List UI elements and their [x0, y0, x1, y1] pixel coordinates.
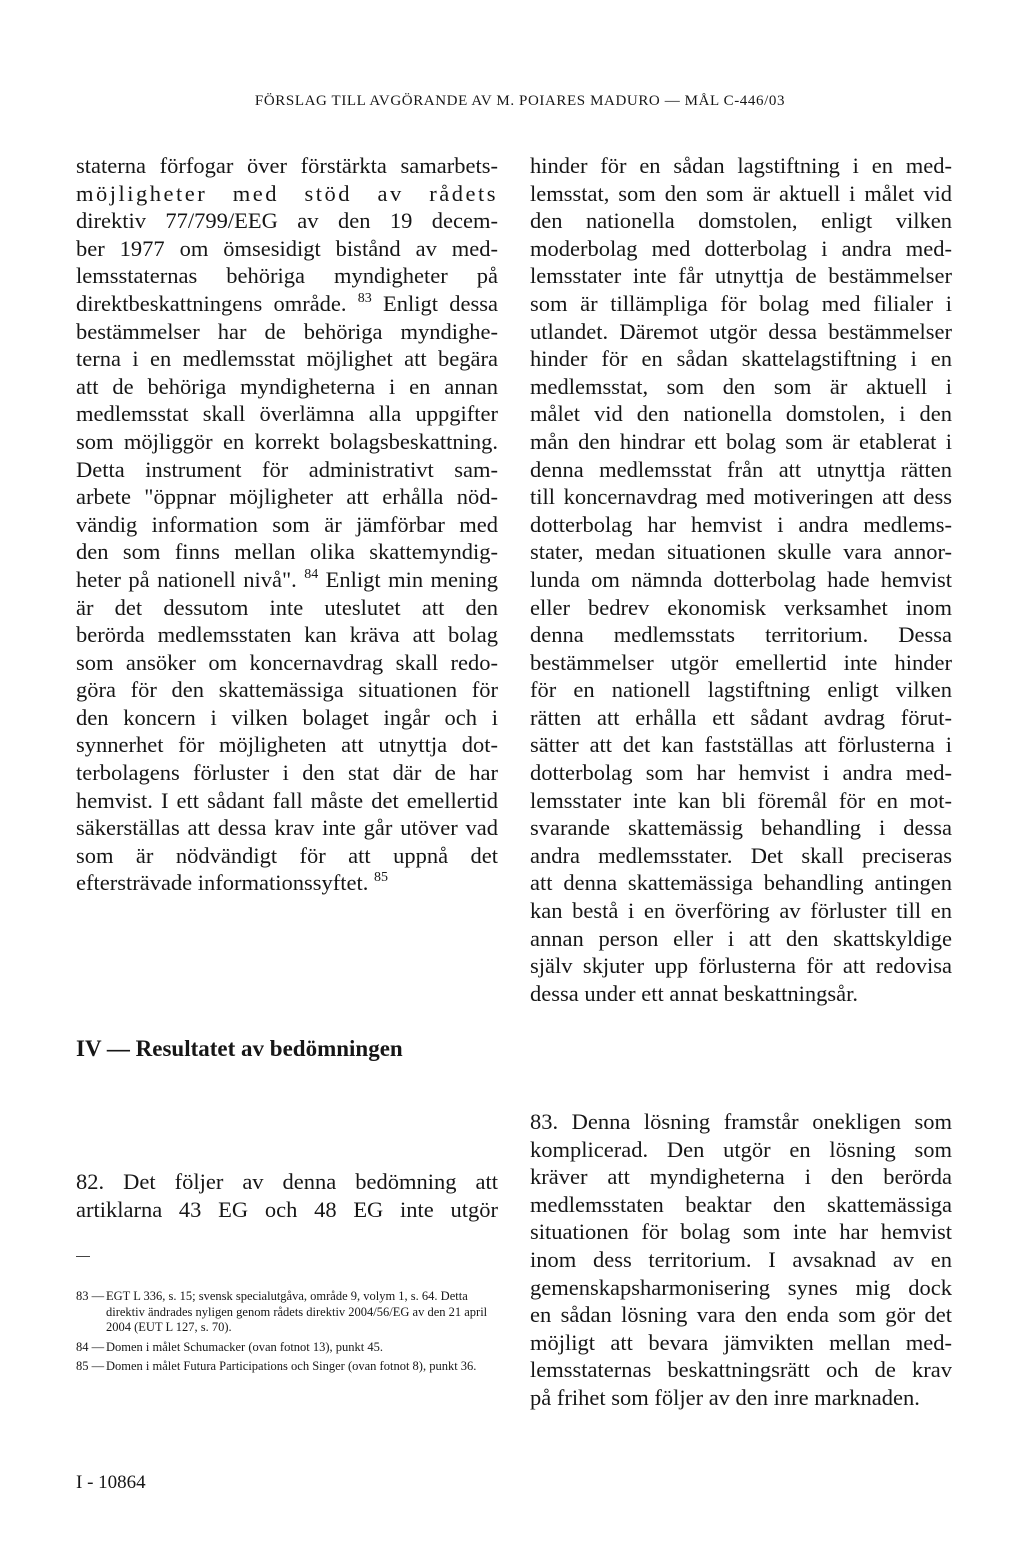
text-line: möjligt att bevara jämvikten mellan med-: [530, 1329, 952, 1355]
running-header: FÖRSLAG TILL AVGÖRANDE AV M. POIARES MADURO — MÅL C-446/03: [254, 93, 786, 109]
text-line: denna medlemsstats territorium. Dessa: [530, 622, 952, 648]
text-fragment: heter på nationell nivå".: [76, 566, 297, 592]
paragraph-83: [530, 1108, 952, 1412]
footnote-83: [76, 1289, 498, 1336]
text-line: för en nationell lagstiftning enligt vilken: [530, 677, 952, 703]
footnote-ref-83[interactable]: 83: [357, 290, 372, 306]
text-line: artiklarna 43 EG och 48 EG inte utgör: [76, 1196, 498, 1222]
text-line: stater, medan situationen skulle vara annor-: [530, 539, 952, 565]
text-line: den nationella domstolen, enligt vilken: [530, 208, 952, 234]
text-fragment: Enligt min mening: [325, 566, 499, 592]
footnote-number: 85 —: [76, 1359, 105, 1373]
text-line: sätter att det kan fastställas att förlusterna i: [530, 732, 952, 758]
text-line: lemsstater inte kan bli föremål för en mot-: [530, 787, 952, 813]
text-line: andra medlemsstater. Det skall preciseras: [530, 842, 952, 868]
text-line: utlandet. Däremot utgör dessa bestämmelser: [530, 318, 952, 344]
text-line: själv skjuter upp förlusterna för att redovisa: [530, 953, 952, 979]
text-line: är det dessutom inte uteslutet att den: [76, 594, 498, 620]
text-line: att de behöriga myndigheterna i en annan: [76, 373, 498, 399]
footnote-number: 83 —: [76, 1289, 105, 1303]
text-line: säkerställas att dessa krav inte går utöver vad: [76, 815, 498, 841]
text-line: berörda medlemsstaten kan kräva att bolag: [76, 622, 498, 648]
text-line: dotterbolag har hemvist i andra medlems-: [530, 511, 952, 537]
text-line: lemsstaternas behöriga myndigheter på: [76, 263, 498, 289]
text-line: 83. Denna lösning framstår onekligen som: [530, 1109, 952, 1134]
text-line: ber 1977 om ömsesidigt bistånd av med-: [76, 235, 498, 261]
text-fragment: Enligt dessa: [383, 290, 499, 316]
text-line: som möjliggör en korrekt bolagsbeskattning.: [76, 428, 498, 454]
text-line: arbete "öppnar möjligheter att erhålla nöd-: [76, 484, 498, 510]
text-line: bestämmelser har de behöriga myndighe-: [76, 318, 498, 344]
text-line: hinder för en sådan skattelagstiftning i en: [530, 346, 952, 372]
text-line: [76, 290, 498, 318]
footnote-text: Domen i målet Futura Participations och Singer (ovan fotnot 8), punkt 36.: [106, 1359, 477, 1373]
right-column-text: [530, 152, 952, 1007]
text-line: att denna skattemässiga behandling antingen: [530, 870, 952, 896]
text-line: kräver att myndigheterna i den berörda: [530, 1164, 952, 1190]
text-line: Detta instrument för administrativt sam-: [76, 456, 498, 482]
text-line: [76, 566, 498, 594]
text-fragment: eftersträvade informationssyftet.: [76, 870, 369, 896]
page-number: I - 10864: [76, 1472, 146, 1493]
text-line: annan person eller i att den skattskyldige: [530, 925, 952, 951]
text-line: rätten att erhålla ett sådant avdrag förut-: [530, 704, 952, 730]
footnote-number: 84 —: [76, 1339, 105, 1354]
text-line: medlemsstaten beaktar den skattemässiga: [530, 1191, 952, 1217]
text-line: kan bestå i en överföring av förluster till en: [530, 898, 952, 924]
text-line: hinder för en sådan lagstiftning i en med-: [530, 153, 952, 178]
text-line: bestämmelser utgör emellertid inte hinder: [530, 649, 952, 675]
footnote-text: Domen i målet Schumacker (ovan fotnot 13), punkt 45.: [106, 1339, 384, 1354]
text-line: lemsstat, som den som är aktuell i målet vid: [530, 180, 952, 206]
footnote-85: [76, 1359, 498, 1375]
text-line: direktiv 77/799/EEG av den 19 decem-: [76, 208, 498, 234]
text-line: som är tillämpliga för bolag med filialer i: [530, 290, 952, 316]
text-line: [76, 869, 498, 897]
text-line: som är nödvändigt för att uppnå det: [76, 842, 498, 868]
text-line: hemvist. I ett sådant fall måste det emellertid: [76, 787, 498, 813]
text-line: möjligheter med stöd av rådets: [76, 180, 498, 206]
footnote-divider: [76, 1256, 90, 1257]
text-line: vändig information som är jämförbar med: [76, 511, 498, 537]
text-line: till koncernavdrag med motiveringen att dess: [530, 484, 952, 510]
footnotes: [76, 1289, 498, 1379]
text-line: en sådan lösning vara den enda som gör det: [530, 1302, 952, 1328]
text-line: 82. Det följer av denna bedömning att: [76, 1169, 498, 1194]
footnote-ref-85[interactable]: 85: [374, 870, 389, 886]
footnote-text: EGT L 336, s. 15; svensk specialutgåva, område 9, volym 1, s. 64. Detta direktiv ändrades nyligen genom rådets direktiv 2004/56/EG av den 21 april 2004 (EUT L 127, s. 70).: [106, 1289, 488, 1334]
text-line: medlemsstat skall överlämna alla uppgifter: [76, 401, 498, 427]
text-line: målet vid den nationella domstolen, i den: [530, 401, 952, 427]
text-line: lemsstaternas beskattningsrätt och de krav: [530, 1357, 952, 1383]
text-line: svarande skattemässig behandling i dessa: [530, 815, 952, 841]
text-line: komplicerad. Den utgör en lösning som: [530, 1136, 952, 1162]
footnote-ref-84[interactable]: 84: [304, 566, 319, 582]
text-line: synnerhet för möjligheten att utnyttja dot-: [76, 732, 498, 758]
text-line: medlemsstat, som den som är aktuell i: [530, 373, 952, 399]
text-line: på frihet som följer av den inre marknaden.: [530, 1384, 920, 1410]
footnote-84: [76, 1340, 498, 1356]
text-line: situationen för bolag som inte har hemvist: [530, 1219, 952, 1245]
text-fragment: direktbeskattningens område.: [76, 290, 347, 316]
text-line: staterna förfogar över förstärkta samarbets-: [76, 153, 498, 178]
text-line: inom dess territorium. I avsaknad av en: [530, 1246, 952, 1272]
text-line: den koncern i vilken bolaget ingår och i: [76, 704, 498, 730]
text-line: terna i en medlemsstat möjlighet att begära: [76, 346, 498, 372]
text-line: mån den hindrar ett bolag som är etablerat i: [530, 428, 952, 454]
text-line: gemenskapsharmonisering synes mig dock: [530, 1274, 952, 1300]
text-line: eller bedrev ekonomisk verksamhet inom: [530, 594, 952, 620]
text-line: lunda om nämnda dotterbolag hade hemvist: [530, 566, 952, 592]
text-line: dotterbolag som har hemvist i andra med-: [530, 760, 952, 786]
text-line: som ansöker om koncernavdrag skall redo-: [76, 649, 498, 675]
section-heading: IV — Resultatet av bedömningen: [76, 1036, 403, 1061]
text-line: terbolagens förluster i den stat där de har: [76, 760, 498, 786]
text-line: denna medlemsstat från att utnyttja rätten: [530, 456, 952, 482]
left-column-text: [76, 152, 498, 897]
paragraph-82: [76, 1168, 498, 1223]
text-line: dessa under ett annat beskattningsår.: [530, 980, 859, 1006]
text-line: göra för den skattemässiga situationen för: [76, 677, 498, 703]
text-line: moderbolag med dotterbolag i andra med-: [530, 235, 952, 261]
text-line: lemsstater inte får utnyttja de bestämmelser: [530, 263, 952, 289]
text-line: den som finns mellan olika skattemyndig-: [76, 539, 498, 565]
